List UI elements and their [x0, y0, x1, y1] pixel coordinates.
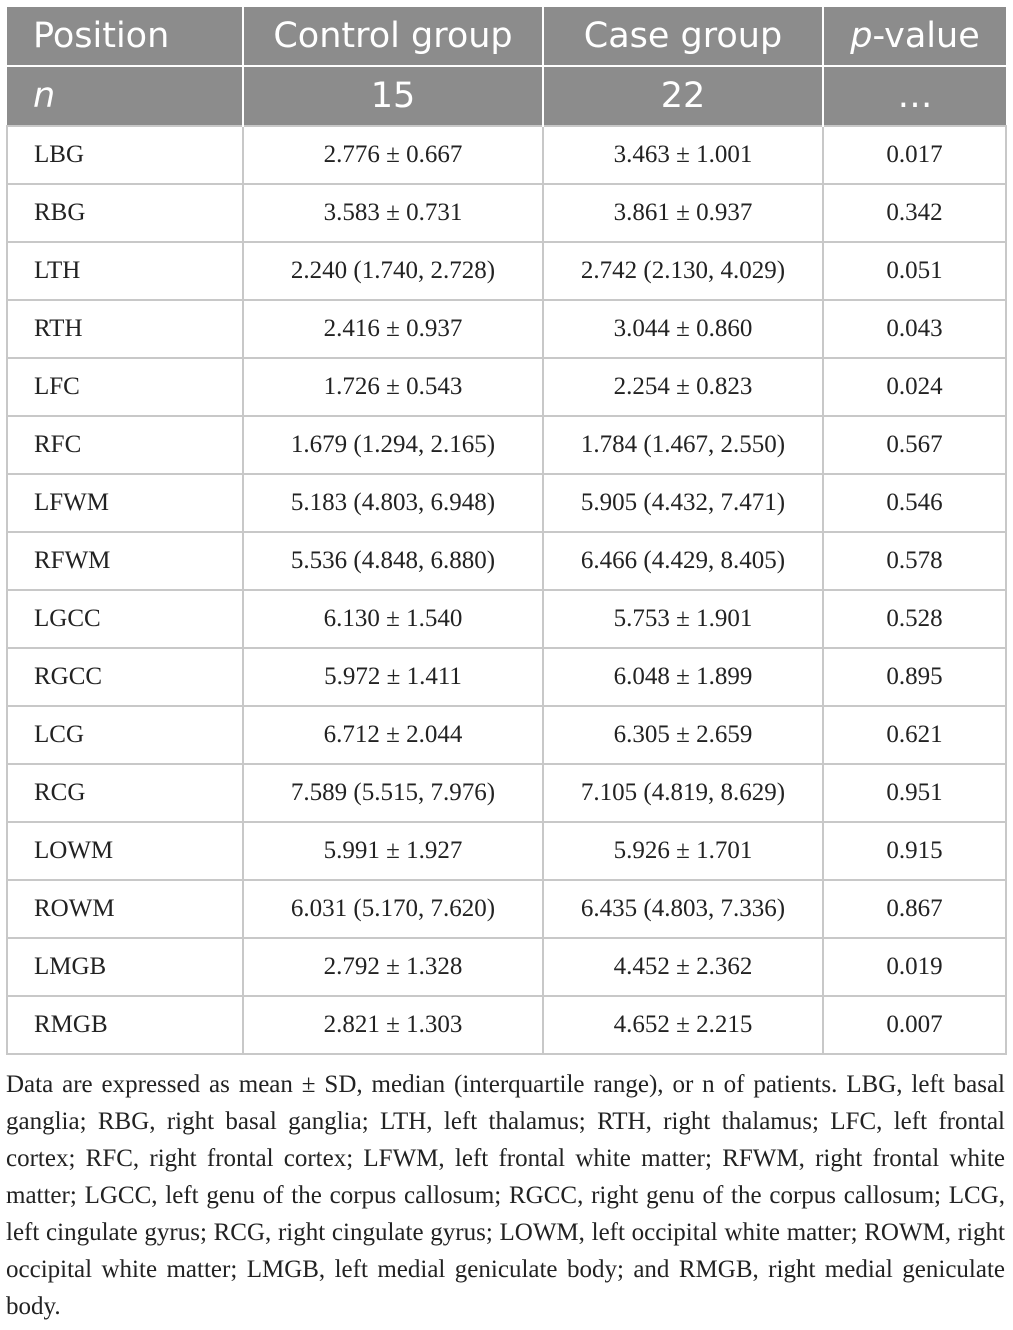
cell-p-value: 0.017	[823, 126, 1006, 184]
n-row-label: n	[7, 66, 243, 126]
cell-case: 6.435 (4.803, 7.336)	[543, 880, 823, 938]
cell-p-value: 0.007	[823, 996, 1006, 1054]
cell-case: 5.905 (4.432, 7.471)	[543, 474, 823, 532]
cell-p-value: 0.867	[823, 880, 1006, 938]
cell-position: RGCC	[7, 648, 243, 706]
cell-position: ROWM	[7, 880, 243, 938]
header-case-group: Case group	[543, 7, 823, 66]
header-p-italic: p	[850, 16, 873, 56]
cell-position: RBG	[7, 184, 243, 242]
cell-control: 2.240 (1.740, 2.728)	[243, 242, 543, 300]
cell-control: 5.972 ± 1.411	[243, 648, 543, 706]
cell-case: 6.048 ± 1.899	[543, 648, 823, 706]
cell-position: LGCC	[7, 590, 243, 648]
n-row	[7, 66, 1006, 126]
table-row	[7, 880, 1006, 938]
cell-position: LFWM	[7, 474, 243, 532]
cell-p-value: 0.024	[823, 358, 1006, 416]
cell-control: 5.536 (4.848, 6.880)	[243, 532, 543, 590]
cell-control: 6.130 ± 1.540	[243, 590, 543, 648]
table-footnote: Data are expressed as mean ± SD, median (interquartile range), or n of patients. LBG, left basal ganglia; RBG, right basal ganglia; LTH, left thalamus; RTH, right thalamus; LFC, left frontal cortex; RFC, right frontal cortex; LFWM, left frontal white matter; RFWM, right frontal white matter; LGCC, left genu of the corpus callosum; RGCC, right genu of the corpus callosum; LCG, left cingulate gyrus; RCG, right cingulate gyrus; LOWM, left occipital white matter; ROWM, right occipital white matter; LMGB, left medial geniculate body; and RMGB, right medial geniculate body.	[6, 1071, 1005, 1320]
table-row	[7, 184, 1006, 242]
cell-position: RFC	[7, 416, 243, 474]
cell-control: 6.712 ± 2.044	[243, 706, 543, 764]
cell-p-value: 0.528	[823, 590, 1006, 648]
cell-position: LBG	[7, 126, 243, 184]
cell-case: 5.926 ± 1.701	[543, 822, 823, 880]
table-row	[7, 358, 1006, 416]
cell-control: 5.183 (4.803, 6.948)	[243, 474, 543, 532]
header-p-value	[823, 7, 1006, 66]
cell-control: 1.679 (1.294, 2.165)	[243, 416, 543, 474]
cell-control: 5.991 ± 1.927	[243, 822, 543, 880]
n-row-case: 22	[543, 66, 823, 126]
cell-position: RTH	[7, 300, 243, 358]
cell-p-value: 0.019	[823, 938, 1006, 996]
cell-p-value: 0.951	[823, 764, 1006, 822]
table-row	[7, 822, 1006, 880]
cell-control: 1.726 ± 0.543	[243, 358, 543, 416]
table-row	[7, 416, 1006, 474]
table-row	[7, 706, 1006, 764]
cell-p-value: 0.621	[823, 706, 1006, 764]
table-row	[7, 474, 1006, 532]
cell-p-value: 0.043	[823, 300, 1006, 358]
cell-control: 2.776 ± 0.667	[243, 126, 543, 184]
table-row	[7, 938, 1006, 996]
cell-p-value: 0.567	[823, 416, 1006, 474]
cell-case: 4.452 ± 2.362	[543, 938, 823, 996]
cell-case: 4.652 ± 2.215	[543, 996, 823, 1054]
cell-case: 6.305 ± 2.659	[543, 706, 823, 764]
table-row	[7, 590, 1006, 648]
cell-p-value: 0.051	[823, 242, 1006, 300]
cell-position: LOWM	[7, 822, 243, 880]
data-table-container	[6, 7, 1005, 1055]
cell-case: 5.753 ± 1.901	[543, 590, 823, 648]
cell-p-value: 0.546	[823, 474, 1006, 532]
cell-position: RFWM	[7, 532, 243, 590]
cell-position: RMGB	[7, 996, 243, 1054]
n-row-p: …	[823, 66, 1006, 126]
cell-control: 3.583 ± 0.731	[243, 184, 543, 242]
table-body	[7, 126, 1006, 1054]
data-table	[6, 7, 1007, 1055]
table-row	[7, 764, 1006, 822]
cell-p-value: 0.342	[823, 184, 1006, 242]
header-position: Position	[7, 7, 243, 66]
cell-control: 7.589 (5.515, 7.976)	[243, 764, 543, 822]
cell-p-value: 0.895	[823, 648, 1006, 706]
cell-control: 2.821 ± 1.303	[243, 996, 543, 1054]
cell-case: 2.742 (2.130, 4.029)	[543, 242, 823, 300]
cell-case: 3.463 ± 1.001	[543, 126, 823, 184]
table-row	[7, 126, 1006, 184]
header-p-suffix: -value	[872, 16, 980, 56]
cell-position: LTH	[7, 242, 243, 300]
cell-position: LFC	[7, 358, 243, 416]
cell-case: 7.105 (4.819, 8.629)	[543, 764, 823, 822]
header-control-group: Control group	[243, 7, 543, 66]
header-row	[7, 7, 1006, 66]
table-row	[7, 242, 1006, 300]
table-row	[7, 532, 1006, 590]
table-header	[7, 7, 1006, 126]
table-row	[7, 300, 1006, 358]
table-row	[7, 648, 1006, 706]
cell-position: RCG	[7, 764, 243, 822]
cell-position: LMGB	[7, 938, 243, 996]
n-row-control: 15	[243, 66, 543, 126]
cell-position: LCG	[7, 706, 243, 764]
cell-control: 2.792 ± 1.328	[243, 938, 543, 996]
cell-p-value: 0.578	[823, 532, 1006, 590]
cell-case: 1.784 (1.467, 2.550)	[543, 416, 823, 474]
cell-case: 3.044 ± 0.860	[543, 300, 823, 358]
cell-case: 6.466 (4.429, 8.405)	[543, 532, 823, 590]
cell-case: 2.254 ± 0.823	[543, 358, 823, 416]
cell-case: 3.861 ± 0.937	[543, 184, 823, 242]
cell-p-value: 0.915	[823, 822, 1006, 880]
table-row	[7, 996, 1006, 1054]
cell-control: 2.416 ± 0.937	[243, 300, 543, 358]
cell-control: 6.031 (5.170, 7.620)	[243, 880, 543, 938]
